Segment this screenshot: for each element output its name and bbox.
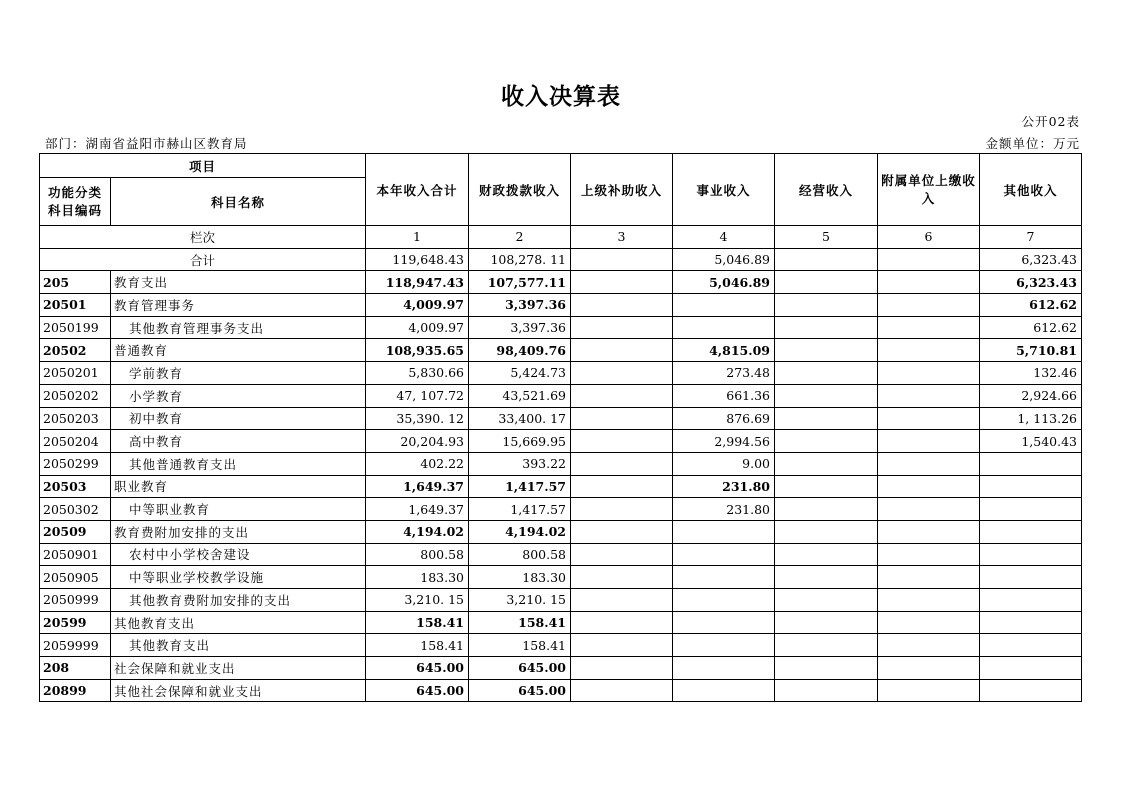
amount-cell: 158.41: [366, 611, 469, 634]
subject-name: 其他教育支出: [111, 611, 366, 634]
total-row: [40, 248, 1082, 271]
amount-cell: [878, 294, 980, 317]
amount-cell: 800.58: [366, 543, 469, 566]
amount-cell: 158.41: [469, 634, 571, 657]
amount-cell: [571, 657, 673, 680]
table-row: [40, 520, 1082, 543]
header-col-3: 上级补助收入: [571, 154, 673, 226]
amount-cell: [571, 679, 673, 702]
amount-cell: 158.41: [469, 611, 571, 634]
amount-cell: [775, 657, 878, 680]
amount-cell: 132.46: [980, 362, 1082, 385]
amount-cell: 4,194.02: [469, 520, 571, 543]
amount-cell: [775, 362, 878, 385]
amount-cell: [571, 543, 673, 566]
amount-cell: [571, 316, 673, 339]
amount-cell: 612.62: [980, 294, 1082, 317]
amount-cell: 6,323.43: [980, 271, 1082, 294]
subject-name: 农村中小学校舍建设: [111, 543, 366, 566]
amount-cell: [673, 316, 775, 339]
amount-cell: 5,710.81: [980, 339, 1082, 362]
subject-name: 其他社会保障和就业支出: [111, 679, 366, 702]
amount-cell: [878, 589, 980, 612]
amount-cell: 158.41: [366, 634, 469, 657]
amount-cell: 393.22: [469, 452, 571, 475]
total-label: 合计: [40, 248, 366, 271]
subject-name: 初中教育: [111, 407, 366, 430]
header-col-5: 经营收入: [775, 154, 878, 226]
header-item: 项目: [40, 154, 366, 178]
amount-cell: [571, 452, 673, 475]
amount-cell: [571, 475, 673, 498]
amount-cell: [571, 589, 673, 612]
table-row: [40, 611, 1082, 634]
amount-cell: [980, 611, 1082, 634]
amount-cell: [775, 430, 878, 453]
amount-cell: [673, 679, 775, 702]
amount-cell: 273.48: [673, 362, 775, 385]
amount-cell: [980, 452, 1082, 475]
amount-cell: 4,009.97: [366, 316, 469, 339]
subject-code: 2050202: [40, 384, 111, 407]
amount-cell: [878, 339, 980, 362]
amount-cell: [878, 452, 980, 475]
amount-cell: [571, 498, 673, 521]
table-row: [40, 452, 1082, 475]
amount-cell: 3,210. 15: [366, 589, 469, 612]
amount-cell: 1,649.37: [366, 475, 469, 498]
amount-cell: [980, 543, 1082, 566]
amount-cell: 2,994.56: [673, 430, 775, 453]
subject-name: 教育管理事务: [111, 294, 366, 317]
amount-cell: [775, 452, 878, 475]
subject-code: 20502: [40, 339, 111, 362]
amount-cell: 183.30: [469, 566, 571, 589]
amount-cell: 1,540.43: [980, 430, 1082, 453]
column-number: 3: [571, 226, 673, 249]
amount-cell: 43,521.69: [469, 384, 571, 407]
column-number: 6: [878, 226, 980, 249]
amount-cell: [571, 294, 673, 317]
amount-cell: 3,397.36: [469, 316, 571, 339]
amount-cell: [980, 520, 1082, 543]
table-row: [40, 657, 1082, 680]
amount-cell: [775, 679, 878, 702]
header-col-4: 事业收入: [673, 154, 775, 226]
column-number-label: 栏次: [40, 226, 366, 249]
subject-code: 2050999: [40, 589, 111, 612]
amount-cell: [775, 407, 878, 430]
amount-cell: [673, 566, 775, 589]
subject-name: 其他普通教育支出: [111, 452, 366, 475]
subject-code: 2050199: [40, 316, 111, 339]
subject-code: 20899: [40, 679, 111, 702]
subject-code: 208: [40, 657, 111, 680]
amount-cell: [673, 611, 775, 634]
table-row: [40, 362, 1082, 385]
subject-name: 中等职业学校教学设施: [111, 566, 366, 589]
table-row: [40, 271, 1082, 294]
page-title: 收入决算表: [501, 84, 621, 110]
amount-cell: [980, 634, 1082, 657]
subject-code: 20599: [40, 611, 111, 634]
amount-cell: 1,649.37: [366, 498, 469, 521]
amount-cell: [571, 362, 673, 385]
amount-cell: [775, 271, 878, 294]
total-value: [878, 248, 980, 271]
subject-code: 2050203: [40, 407, 111, 430]
amount-cell: 107,577.11: [469, 271, 571, 294]
amount-cell: 612.62: [980, 316, 1082, 339]
amount-cell: [980, 657, 1082, 680]
amount-cell: [878, 271, 980, 294]
amount-cell: [673, 294, 775, 317]
table-row: [40, 679, 1082, 702]
amount-cell: [980, 475, 1082, 498]
amount-cell: [571, 566, 673, 589]
table-row: [40, 589, 1082, 612]
amount-cell: [571, 634, 673, 657]
table-row: [40, 634, 1082, 657]
amount-cell: [571, 520, 673, 543]
subject-code: 2050302: [40, 498, 111, 521]
subject-name: 学前教育: [111, 362, 366, 385]
amount-cell: [571, 407, 673, 430]
subject-name: 其他教育支出: [111, 634, 366, 657]
amount-cell: [775, 611, 878, 634]
amount-cell: 15,669.95: [469, 430, 571, 453]
amount-cell: [878, 566, 980, 589]
amount-cell: [980, 566, 1082, 589]
amount-cell: 47, 107.72: [366, 384, 469, 407]
amount-cell: 5,046.89: [673, 271, 775, 294]
subject-name: 职业教育: [111, 475, 366, 498]
amount-cell: 20,204.93: [366, 430, 469, 453]
amount-cell: [980, 498, 1082, 521]
amount-cell: 2,924.66: [980, 384, 1082, 407]
amount-cell: 5,830.66: [366, 362, 469, 385]
amount-cell: [775, 543, 878, 566]
amount-cell: [571, 339, 673, 362]
total-value: [775, 248, 878, 271]
total-value: 119,648.43: [366, 248, 469, 271]
amount-cell: [775, 589, 878, 612]
total-value: [571, 248, 673, 271]
amount-cell: [878, 407, 980, 430]
subject-code: 2050204: [40, 430, 111, 453]
amount-cell: [775, 384, 878, 407]
amount-cell: 661.36: [673, 384, 775, 407]
amount-cell: 1,417.57: [469, 475, 571, 498]
header-col-7: 其他收入: [980, 154, 1082, 226]
subject-name: 高中教育: [111, 430, 366, 453]
subject-code: 20501: [40, 294, 111, 317]
amount-cell: [878, 634, 980, 657]
subject-name: 其他教育费附加安排的支出: [111, 589, 366, 612]
amount-cell: [775, 475, 878, 498]
amount-cell: 183.30: [366, 566, 469, 589]
amount-cell: 35,390. 12: [366, 407, 469, 430]
amount-cell: [878, 362, 980, 385]
amount-cell: [980, 589, 1082, 612]
subject-name: 教育支出: [111, 271, 366, 294]
amount-cell: 231.80: [673, 475, 775, 498]
department-label: 部门：湖南省益阳市赫山区教育局: [45, 136, 248, 151]
amount-cell: 3,210. 15: [469, 589, 571, 612]
header-col-1: 本年收入合计: [366, 154, 469, 226]
subject-code: 2050905: [40, 566, 111, 589]
amount-cell: [775, 339, 878, 362]
amount-cell: [878, 611, 980, 634]
amount-cell: [673, 520, 775, 543]
subject-code: 2050901: [40, 543, 111, 566]
subject-name: 社会保障和就业支出: [111, 657, 366, 680]
table-row: [40, 407, 1082, 430]
subject-code: 205: [40, 271, 111, 294]
table-row: [40, 316, 1082, 339]
amount-cell: [775, 520, 878, 543]
amount-cell: 231.80: [673, 498, 775, 521]
table-row: [40, 498, 1082, 521]
subject-code: 20503: [40, 475, 111, 498]
column-number-row: [40, 226, 1082, 249]
form-number: 公开02表: [1021, 114, 1080, 129]
amount-cell: [878, 475, 980, 498]
table-row: [40, 430, 1082, 453]
header-col-6: 附属单位上缴收入: [878, 154, 980, 226]
amount-cell: [571, 611, 673, 634]
header-row-1: [40, 154, 1082, 178]
total-value: 5,046.89: [673, 248, 775, 271]
amount-cell: [673, 589, 775, 612]
amount-cell: [775, 316, 878, 339]
amount-cell: 3,397.36: [469, 294, 571, 317]
subject-name: 小学教育: [111, 384, 366, 407]
amount-cell: [673, 657, 775, 680]
amount-cell: 98,409.76: [469, 339, 571, 362]
amount-cell: [571, 271, 673, 294]
subject-name: 中等职业教育: [111, 498, 366, 521]
subject-name: 教育费附加安排的支出: [111, 520, 366, 543]
amount-cell: 1,417.57: [469, 498, 571, 521]
amount-cell: 4,194.02: [366, 520, 469, 543]
header-name: 科目名称: [111, 178, 366, 226]
amount-cell: 5,424.73: [469, 362, 571, 385]
amount-cell: 876.69: [673, 407, 775, 430]
amount-cell: 33,400. 17: [469, 407, 571, 430]
table-row: [40, 566, 1082, 589]
column-number: 1: [366, 226, 469, 249]
amount-cell: [878, 679, 980, 702]
table-row: [40, 475, 1082, 498]
subject-code: 2050201: [40, 362, 111, 385]
subject-name: 其他教育管理事务支出: [111, 316, 366, 339]
amount-cell: [571, 430, 673, 453]
table-row: [40, 384, 1082, 407]
amount-cell: [775, 566, 878, 589]
total-value: 6,323.43: [980, 248, 1082, 271]
amount-cell: 4,815.09: [673, 339, 775, 362]
amount-cell: [775, 634, 878, 657]
amount-cell: [878, 430, 980, 453]
column-number: 7: [980, 226, 1082, 249]
amount-cell: [775, 498, 878, 521]
amount-cell: [878, 657, 980, 680]
amount-cell: 645.00: [469, 679, 571, 702]
amount-cell: 9.00: [673, 452, 775, 475]
amount-cell: 118,947.43: [366, 271, 469, 294]
subject-code: 2059999: [40, 634, 111, 657]
table-row: [40, 294, 1082, 317]
amount-cell: [673, 543, 775, 566]
subject-code: 20509: [40, 520, 111, 543]
column-number: 4: [673, 226, 775, 249]
column-number: 5: [775, 226, 878, 249]
amount-cell: 4,009.97: [366, 294, 469, 317]
subject-name: 普通教育: [111, 339, 366, 362]
amount-cell: [673, 634, 775, 657]
table-row: [40, 543, 1082, 566]
amount-cell: 645.00: [366, 657, 469, 680]
column-number: 2: [469, 226, 571, 249]
amount-cell: 645.00: [366, 679, 469, 702]
amount-cell: 108,935.65: [366, 339, 469, 362]
subject-code: 2050299: [40, 452, 111, 475]
amount-cell: [878, 543, 980, 566]
amount-cell: 402.22: [366, 452, 469, 475]
amount-cell: [878, 384, 980, 407]
amount-cell: [878, 498, 980, 521]
amount-cell: 800.58: [469, 543, 571, 566]
amount-cell: [878, 520, 980, 543]
amount-cell: [571, 384, 673, 407]
amount-cell: [878, 316, 980, 339]
table-row: [40, 339, 1082, 362]
total-value: 108,278. 11: [469, 248, 571, 271]
amount-cell: [980, 679, 1082, 702]
header-col-2: 财政拨款收入: [469, 154, 571, 226]
amount-cell: [775, 294, 878, 317]
amount-cell: 645.00: [469, 657, 571, 680]
income-table: [39, 153, 1082, 702]
amount-unit-label: 金额单位：万元: [985, 136, 1080, 151]
amount-cell: 1, 113.26: [980, 407, 1082, 430]
header-code: 功能分类科目编码: [40, 178, 111, 226]
